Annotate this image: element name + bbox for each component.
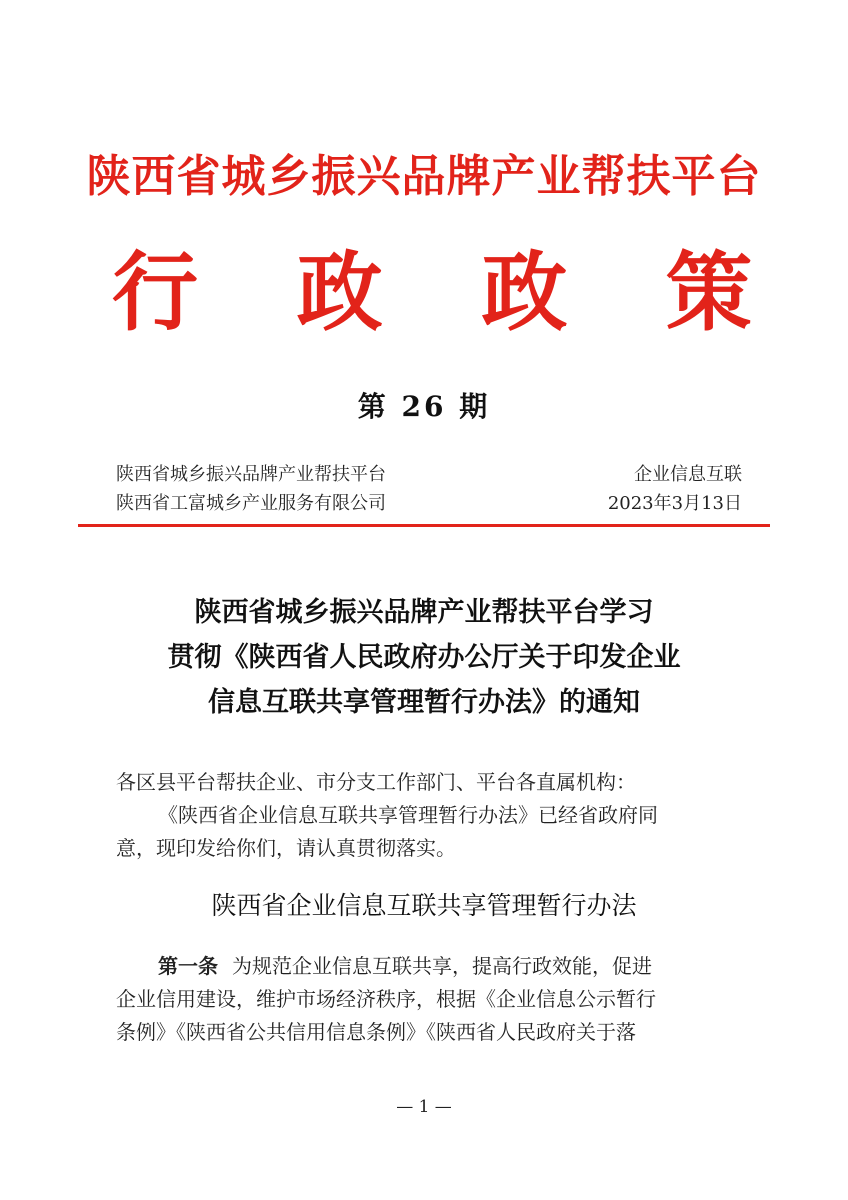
paragraph-line: 《陕西省企业信息互联共享管理暂行办法》已经省政府同 <box>158 803 658 827</box>
paragraph-line: 意，现印发给你们，请认真贯彻落实。 <box>116 836 456 860</box>
masthead-title-char: 行 <box>112 242 198 343</box>
issuer-name: 陕西省城乡振兴品牌产业帮扶平台 <box>116 464 386 485</box>
meta-row <box>116 489 742 515</box>
article <box>116 950 746 1049</box>
red-divider <box>78 524 770 527</box>
salutation: 各区县平台帮扶企业、市分支工作部门、平台各直属机构： <box>116 770 636 794</box>
masthead-title-char: 政 <box>481 242 568 343</box>
article-label: 第一条 <box>158 954 218 978</box>
article-line: 企业信用建设，维护市场经济秩序，根据《企业信息公示暂行 <box>116 987 656 1011</box>
issue-number: 第 26 期 <box>357 390 491 423</box>
paragraph <box>116 799 746 865</box>
section-title: 陕西省企业信息互联共享管理暂行办法 <box>211 891 637 920</box>
category-label: 企业信息互联 <box>634 464 742 485</box>
masthead-organization: 陕西省城乡振兴品牌产业帮扶平台 <box>86 151 762 202</box>
article-line: 条例》《陕西省公共信用信息条例》《陕西省人民政府关于落 <box>116 1020 636 1044</box>
document-title-line: 信息互联共享管理暂行办法》的通知 <box>208 687 640 718</box>
masthead-title-char: 政 <box>296 242 383 343</box>
meta-row <box>116 460 742 486</box>
masthead-title-char: 策 <box>665 242 752 343</box>
article-text: 为规范企业信息互联共享，提高行政效能，促进 <box>232 954 652 978</box>
page-number: — 1 — <box>396 1097 452 1117</box>
issue-date: 2023年3月13日 <box>607 493 742 514</box>
article-line <box>116 950 746 983</box>
document-title <box>0 590 848 725</box>
company-name: 陕西省工富城乡产业服务有限公司 <box>116 493 386 514</box>
masthead-title <box>112 242 752 343</box>
document-title-line: 贯彻《陕西省人民政府办公厅关于印发企业 <box>167 642 681 673</box>
document-title-line: 陕西省城乡振兴品牌产业帮扶平台学习 <box>194 597 654 628</box>
